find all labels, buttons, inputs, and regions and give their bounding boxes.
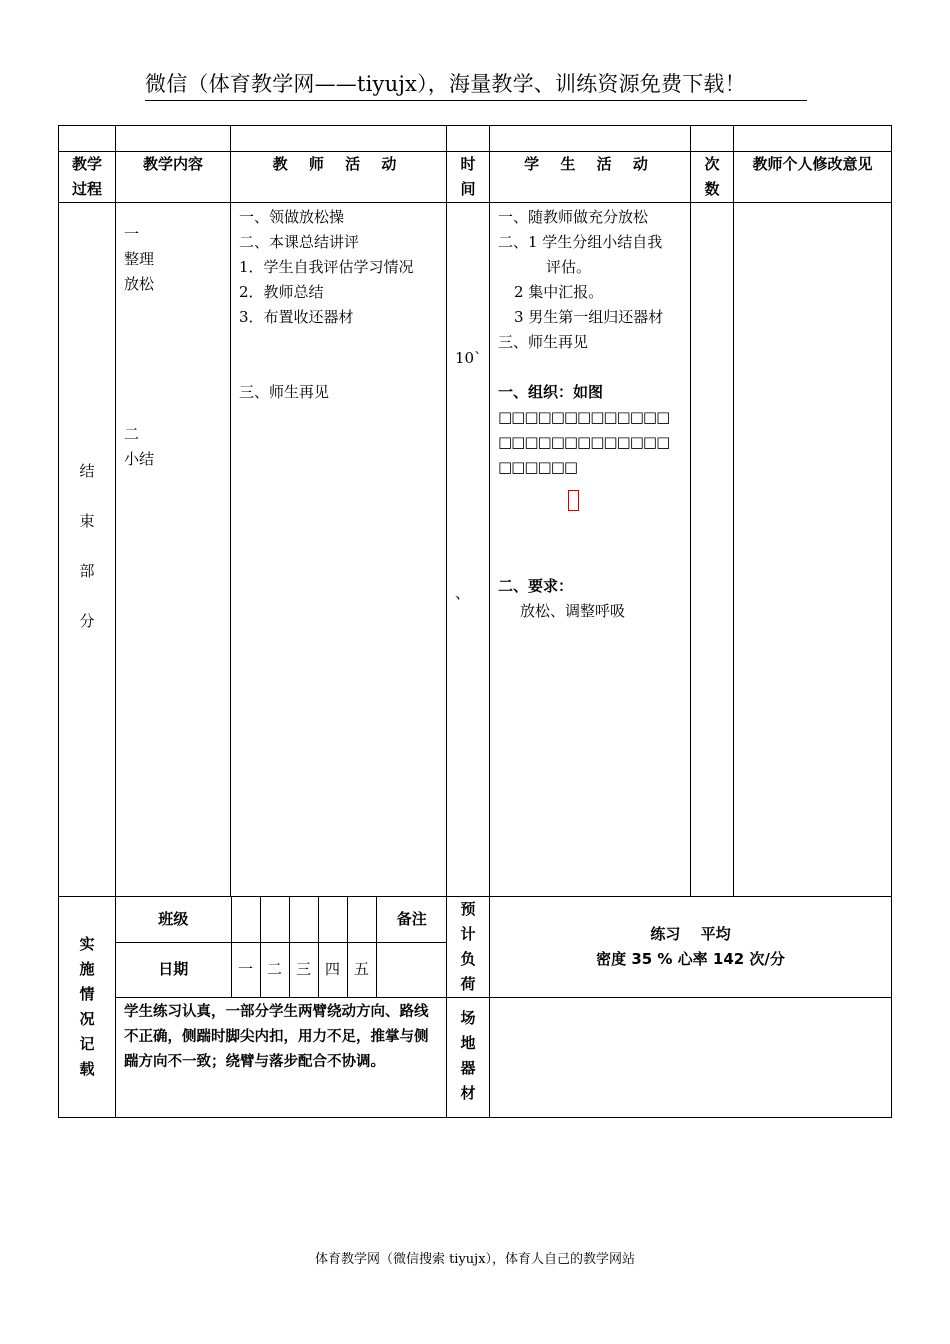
- section-label: [59, 203, 116, 897]
- page-banner: 微信（体育教学网——tiyujx），海量教学、训练资源免费下载！: [145, 68, 807, 101]
- load-line: 练习 平均: [650, 925, 731, 943]
- implementation-notes: 学生练习认真，一部分学生两臂绕动方向、路线不正确，侧踹时脚尖内扣，用力不足，推掌与侧踹方向不一致；绕臂与落步配合不协调。: [116, 998, 447, 1118]
- organization-title: 一、组织：如图: [498, 383, 604, 401]
- time-value: 10`: [455, 349, 482, 367]
- venue-equipment-cell: [490, 998, 892, 1118]
- header-process: 教学过程: [59, 152, 116, 203]
- section-char: 结: [79, 462, 95, 480]
- organization-diagram-boxes: □□□□□□□□□□□□□□□□□□□□□□□□□□□□□□□□: [498, 408, 670, 476]
- ending-section-row: [59, 203, 892, 897]
- content-cell: [116, 203, 231, 897]
- header-opinion: 教师个人修改意见: [734, 152, 892, 203]
- teacher-position-marker: [568, 490, 579, 511]
- content-item1-line: 放松: [124, 275, 155, 293]
- content-item1-line: 整理: [124, 250, 155, 268]
- content-item2-line: 小结: [124, 450, 155, 468]
- student-line: 一、随教师做充分放松: [498, 208, 649, 226]
- time-mark: 、: [455, 584, 471, 602]
- student-line: 二、1 学生分组小结自我: [498, 233, 663, 251]
- student-line: 2 集中汇报。: [514, 283, 604, 301]
- teacher-line: 1．学生自我评估学习情况: [239, 258, 414, 276]
- content-item1-num: 一: [124, 225, 140, 243]
- day-cell: 三: [289, 942, 318, 997]
- teacher-activity-cell: [231, 203, 447, 897]
- header-row: [59, 152, 892, 203]
- teacher-farewell: 三、师生再见: [239, 383, 330, 401]
- student-line: 评估。: [546, 258, 592, 276]
- section-char: 束: [79, 512, 95, 530]
- day-cell: 一: [231, 942, 260, 997]
- content-item2-num: 二: [124, 425, 140, 443]
- load-line: 密度 35 % 心率 142 次/分: [596, 950, 785, 968]
- section-char: 分: [79, 612, 95, 630]
- opinion-cell: [734, 203, 892, 897]
- venue-label: 场 地 器 材: [447, 998, 490, 1118]
- count-cell: [691, 203, 734, 897]
- teacher-line: 二、本课总结讲评: [239, 233, 360, 251]
- class-label: 班级: [116, 897, 231, 942]
- page-footer: 体育教学网（微信搜索 tiyujx），体育人自己的教学网站: [314, 1252, 636, 1267]
- student-line: 3 男生第一组归还器材: [514, 308, 664, 326]
- student-activity-cell: [490, 203, 691, 897]
- student-line: 三、师生再见: [498, 333, 589, 351]
- implementation-label: 实 施 情 况 记 载: [59, 897, 116, 1118]
- day-cell: 四: [318, 942, 347, 997]
- teacher-line: 2．教师总结: [239, 283, 324, 301]
- requirements-text: 放松、调整呼吸: [520, 602, 626, 620]
- lesson-plan-table: [58, 125, 892, 1118]
- notes-row: [59, 998, 892, 1118]
- remark-label: 备注: [376, 897, 447, 942]
- implementation-row: [59, 897, 892, 998]
- day-cell: 二: [260, 942, 289, 997]
- class-date-grid: [116, 897, 447, 998]
- blank-row: [59, 126, 892, 152]
- header-teacher: 教 师 活 动: [231, 152, 447, 203]
- section-char: 部: [79, 562, 95, 580]
- date-label: 日期: [116, 942, 231, 997]
- load-values: [490, 897, 892, 998]
- header-time: 时间: [447, 152, 490, 203]
- header-student: 学 生 活 动: [490, 152, 691, 203]
- load-label: 预 计 负 荷: [447, 897, 490, 998]
- header-count: 次数: [691, 152, 734, 203]
- teacher-line: 3．布置收还器材: [239, 308, 354, 326]
- header-content: 教学内容: [116, 152, 231, 203]
- time-cell: [447, 203, 490, 897]
- teacher-line: 一、领做放松操: [239, 208, 345, 226]
- class-date-table: [116, 897, 447, 997]
- day-cell: 五: [347, 942, 376, 997]
- requirements-title: 二、要求：: [498, 577, 574, 595]
